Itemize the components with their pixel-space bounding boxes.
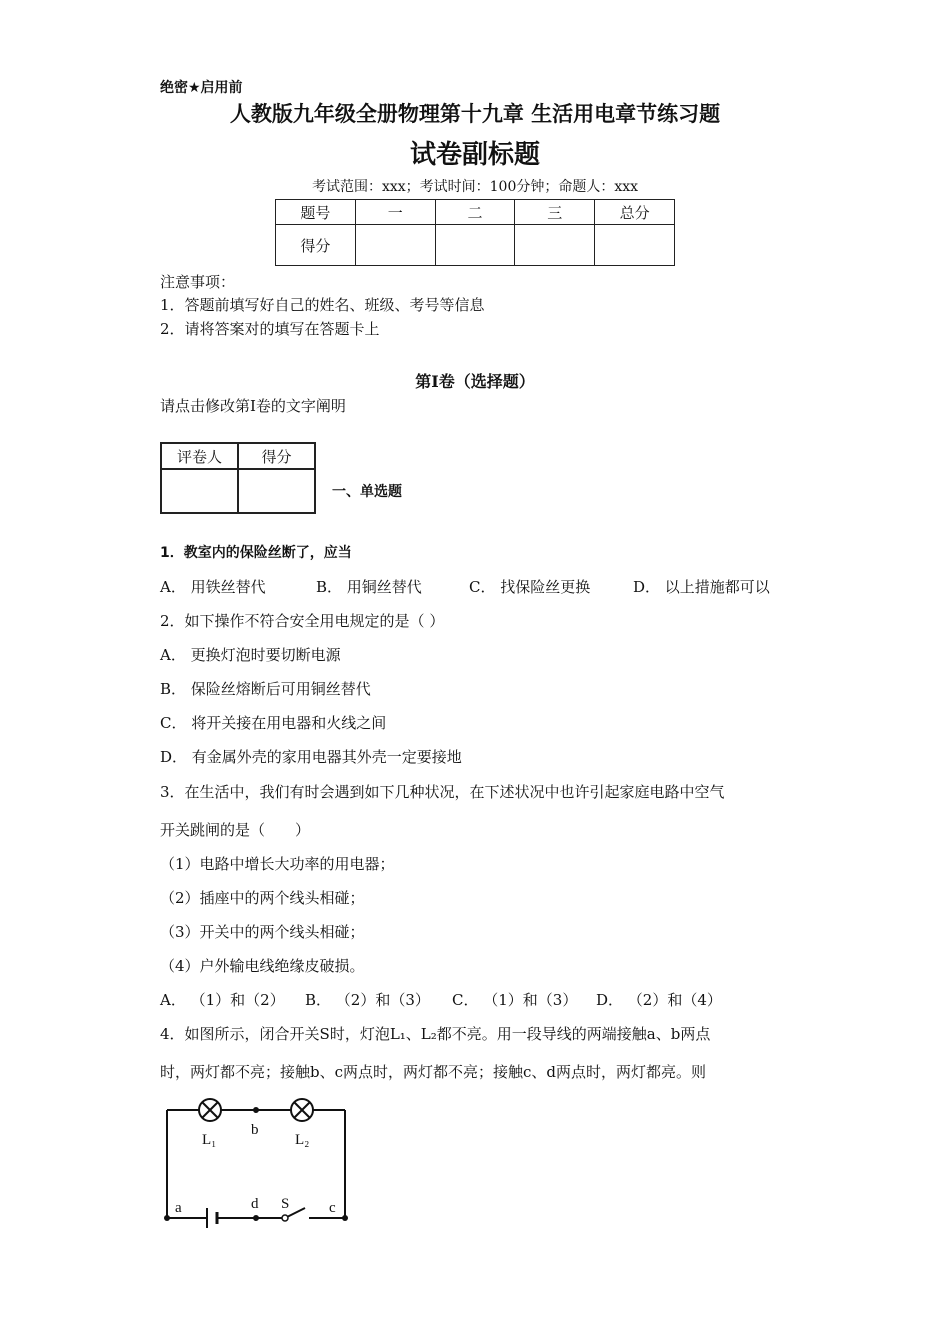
part-title: 一、单选题: [332, 484, 402, 500]
label-l2: L₂: [295, 1132, 310, 1148]
question-stem-continued: 时，两灯都不亮；接触b、c两点时，两灯都不亮；接触c、d两点时，两灯都亮。则: [160, 1063, 707, 1081]
exam-title: 人教版九年级全册物理第十九章 生活用电章节练习题: [229, 102, 721, 126]
node-c: [342, 1215, 348, 1221]
label-c: c: [329, 1200, 336, 1216]
node-a: [164, 1215, 170, 1221]
option-d[interactable]: D． 有金属外壳的家用电器其外壳一定要接地: [160, 748, 462, 766]
question-item: （3）开关中的两个线头相碰；: [160, 923, 365, 941]
score-cell: [355, 225, 435, 266]
grader-cell: [238, 469, 315, 513]
question-stem: 4．如图所示，闭合开关S时，灯泡L₁、L₂都不亮。用一段导线的两端接触a、b两点: [160, 1025, 711, 1043]
node-d: [253, 1215, 259, 1221]
label-d: d: [251, 1196, 259, 1212]
notes-item: 1．答题前填写好自己的姓名、班级、考号等信息: [160, 296, 485, 314]
label-a: a: [175, 1200, 182, 1216]
label-l1: L₁: [202, 1132, 217, 1148]
option-c[interactable]: C． 将开关接在用电器和火线之间: [160, 714, 387, 732]
option-d[interactable]: D． （2）和（4）: [596, 991, 722, 1009]
score-cell: [435, 225, 515, 266]
option-a[interactable]: A． 更换灯泡时要切断电源: [160, 646, 341, 664]
switch-contact: [282, 1215, 288, 1221]
question-item: （1）电路中增长大功率的用电器；: [160, 855, 395, 873]
score-header-cell: 三: [515, 200, 595, 225]
question-stem: 2．如下操作不符合安全用电规定的是（ ）: [160, 612, 445, 630]
score-cell: [595, 225, 675, 266]
grader-header: 得分: [238, 443, 315, 469]
notes-item: 2．请将答案对的填写在答题卡上: [160, 320, 380, 338]
option-a[interactable]: A． 用铁丝替代: [160, 578, 266, 596]
option-c[interactable]: C． （1）和（3）: [452, 991, 578, 1009]
label-b: b: [251, 1122, 259, 1138]
option-d[interactable]: D． 以上措施都可以: [633, 578, 770, 596]
section-desc: 请点击修改第Ⅰ卷的文字阐明: [160, 397, 346, 415]
option-b[interactable]: B． 保险丝熔断后可用铜丝替代: [160, 680, 371, 698]
score-table: [275, 199, 675, 266]
option-c[interactable]: C． 找保险丝更换: [469, 578, 591, 596]
option-a[interactable]: A． （1）和（2）: [160, 991, 285, 1009]
score-header-cell: 总分: [595, 200, 675, 225]
score-row-label: 得分: [276, 225, 356, 266]
option-b[interactable]: B． 用铜丝替代: [316, 578, 422, 596]
notes-title: 注意事项：: [160, 273, 236, 291]
question-stem: 3．在生活中，我们有时会遇到如下几种状况，在下述状况中也许引起家庭电路中空气: [160, 783, 725, 801]
grader-cell: [161, 469, 238, 513]
circuit-diagram: [155, 1092, 355, 1232]
grader-header: 评卷人: [161, 443, 238, 469]
confidential-label: 绝密★启用前: [160, 80, 243, 96]
question-item: （4）户外输电线绝缘皮破损。: [160, 957, 365, 975]
exam-subtitle: 试卷副标题: [409, 140, 540, 170]
section-title: 第Ⅰ卷（选择题）: [415, 372, 535, 391]
question-stem: 1．教室内的保险丝断了，应当: [160, 545, 352, 561]
exam-info: 考试范围：xxx；考试时间：100分钟；命题人：xxx: [311, 179, 639, 195]
score-header-cell: 二: [435, 200, 515, 225]
score-header-cell: 一: [355, 200, 435, 225]
grader-table: [160, 442, 316, 514]
question-item: （2）插座中的两个线头相碰；: [160, 889, 365, 907]
score-header-cell: 题号: [276, 200, 356, 225]
option-b[interactable]: B． （2）和（3）: [305, 991, 430, 1009]
label-s: S: [281, 1196, 290, 1212]
score-cell: [515, 225, 595, 266]
node-b: [253, 1107, 259, 1113]
question-stem-continued: 开关跳闸的是（ ）: [160, 821, 311, 839]
